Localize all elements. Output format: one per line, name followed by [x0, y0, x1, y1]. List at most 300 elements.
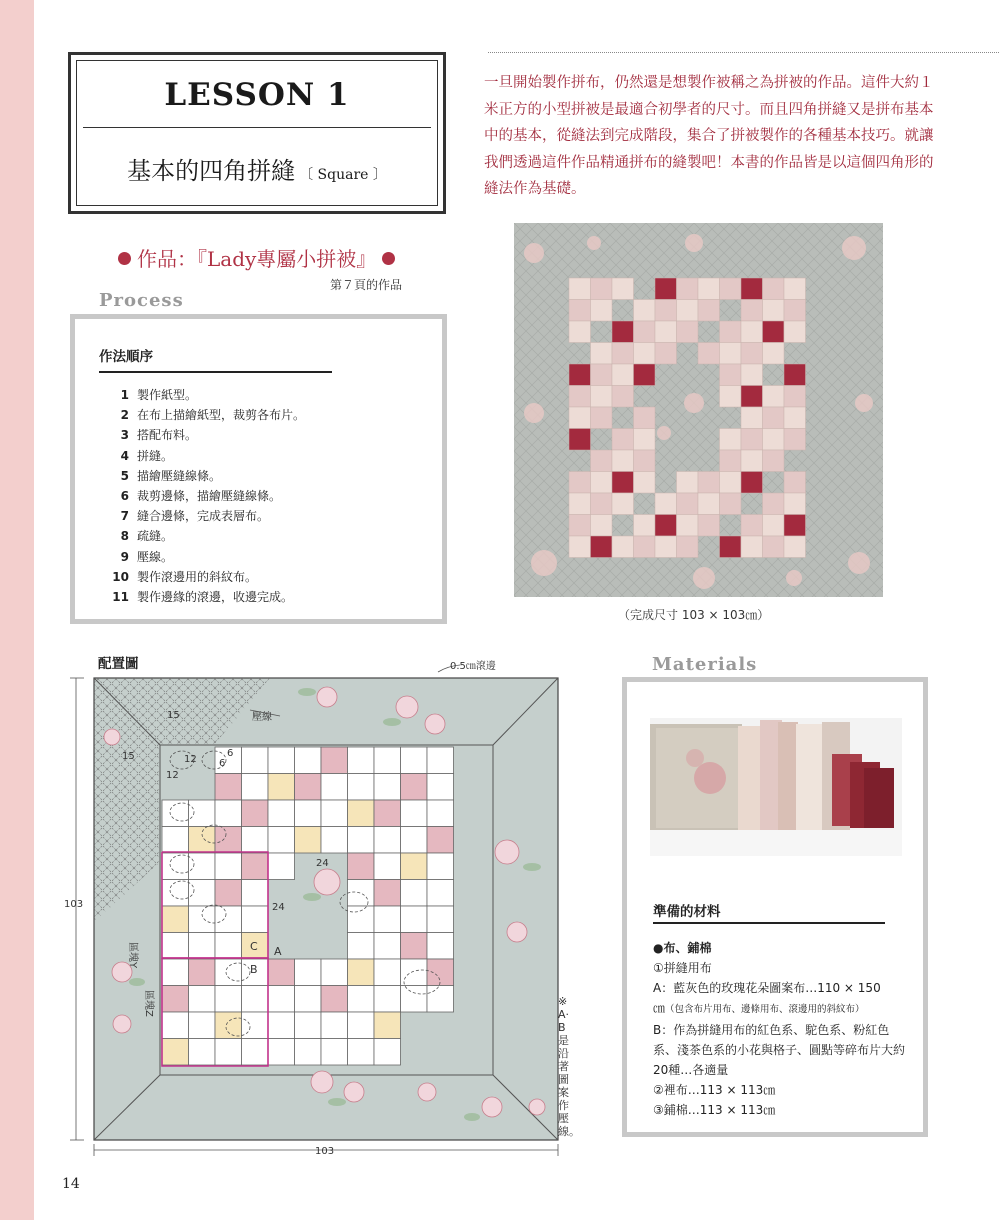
quilt-patch [677, 536, 699, 558]
grid-square [427, 747, 454, 774]
quilt-patch [634, 364, 656, 386]
quilt-patch [612, 536, 634, 558]
grid-square [215, 853, 242, 880]
quilt-patch [763, 278, 785, 300]
step-text: 裁剪邊條，描繪壓縫線條。 [137, 488, 282, 503]
grid-square [427, 986, 454, 1013]
quilt-patch [569, 407, 591, 429]
quilt-patch [591, 515, 613, 537]
materials-photo [650, 718, 902, 856]
quilt-patch [763, 321, 785, 343]
grid-square [427, 933, 454, 960]
grid-square [162, 959, 189, 986]
quilt-patch [612, 493, 634, 515]
bullet-dot-icon [382, 252, 395, 265]
dim-label-12: 12 [184, 754, 197, 765]
grid-square [215, 986, 242, 1013]
quilt-patch [655, 300, 677, 322]
step-number: 9 [120, 549, 129, 564]
grid-square [242, 774, 269, 801]
quilt-photo-graphic [514, 223, 883, 597]
quilt-patch [569, 536, 591, 558]
step-text: 製作邊緣的滾邊，收邊完成。 [137, 589, 294, 604]
quilt-patch [634, 429, 656, 451]
quilt-patch [720, 472, 742, 494]
process-box [70, 314, 447, 624]
quilt-patch [591, 300, 613, 322]
dim-label-24: 24 [316, 858, 329, 869]
step-text: 拼縫。 [137, 448, 174, 463]
quilt-patch [784, 429, 806, 451]
materials-box [622, 677, 928, 1137]
grid-square [401, 800, 428, 827]
materials-divider [653, 922, 885, 924]
dim-label-6: 6 [219, 758, 226, 769]
grid-square [348, 827, 375, 854]
quilt-patch [591, 536, 613, 558]
grid-square [295, 827, 322, 854]
piece-label-b: B [250, 963, 258, 976]
grid-square [374, 774, 401, 801]
grid-square [321, 1012, 348, 1039]
grid-square [321, 827, 348, 854]
materials-item: B：作為拼縫用布的紅色系、駝色系、粉紅色系、淺茶色系的小花與格子、圓點等碎布片大約20種…各適量 [653, 1023, 906, 1077]
materials-photo-graphic [650, 718, 902, 856]
quilt-patch [720, 450, 742, 472]
quilt-patch [612, 450, 634, 472]
quilt-patch [569, 364, 591, 386]
quilt-patch [655, 343, 677, 365]
grid-square [348, 774, 375, 801]
grid-square [189, 880, 216, 907]
grid-square [427, 906, 454, 933]
grid-square [374, 800, 401, 827]
quilt-patch [720, 493, 742, 515]
quilt-patch [763, 300, 785, 322]
quilt-patch [763, 407, 785, 429]
grid-square [401, 906, 428, 933]
grid-square [162, 827, 189, 854]
grid-square [321, 774, 348, 801]
quilt-patch [655, 515, 677, 537]
quilt-patch [569, 321, 591, 343]
grid-square [374, 933, 401, 960]
quilt-patch [612, 364, 634, 386]
grid-square [321, 1039, 348, 1066]
materials-item: ①拼縫用布 [653, 961, 712, 975]
process-step [105, 506, 305, 526]
grid-square [268, 774, 295, 801]
quilt-patch [720, 278, 742, 300]
grid-square [374, 986, 401, 1013]
quilt-patch [591, 472, 613, 494]
piece-label-c: C [250, 940, 258, 953]
grid-square [215, 1039, 242, 1066]
lesson-title-box [68, 52, 446, 214]
quilt-patch [569, 386, 591, 408]
quilt-patch [591, 278, 613, 300]
materials-item: ③鋪棉…113 × 113㎝ [653, 1103, 776, 1117]
grid-square [268, 747, 295, 774]
step-text: 描繪壓縫線條。 [137, 468, 222, 483]
step-number: 3 [120, 428, 129, 443]
grid-square [189, 1039, 216, 1066]
quilt-patch [698, 278, 720, 300]
dim-label-15: 15 [122, 751, 135, 762]
quilt-patch [677, 493, 699, 515]
quilt-patch [784, 278, 806, 300]
block-y-label: 區塊Y [127, 942, 138, 969]
quilt-patch [741, 450, 763, 472]
quilt-patch [784, 386, 806, 408]
quilt-patch [612, 429, 634, 451]
grid-square [215, 1012, 242, 1039]
grid-square [348, 853, 375, 880]
quilt-patch [591, 450, 613, 472]
grid-square [242, 880, 269, 907]
grid-square [162, 880, 189, 907]
grid-square [374, 880, 401, 907]
step-text: 壓線。 [137, 549, 174, 564]
grid-square [427, 880, 454, 907]
step-number: 11 [112, 589, 129, 604]
quilt-patch [784, 536, 806, 558]
quilt-patch [741, 321, 763, 343]
quilt-patch [741, 300, 763, 322]
quilt-patch [655, 536, 677, 558]
quilt-patch [741, 515, 763, 537]
dim-height-label: 103 [64, 899, 84, 910]
grid-square [268, 827, 295, 854]
dim-label-15: 15 [167, 710, 180, 721]
quilt-patch [763, 493, 785, 515]
quilt-patch [720, 386, 742, 408]
materials-title: 準備的材料 [653, 904, 721, 920]
quilt-patch [784, 515, 806, 537]
quilt-photo [514, 223, 883, 597]
step-text: 製作紙型。 [137, 388, 198, 402]
quilt-patch [634, 300, 656, 322]
quilt-patch [634, 321, 656, 343]
quilt-patch [784, 364, 806, 386]
grid-square [268, 853, 295, 880]
materials-section: ●布、鋪棉 [653, 941, 712, 955]
quilt-patch [569, 300, 591, 322]
layout-title: 配置圖 [98, 656, 139, 672]
grid-square [215, 906, 242, 933]
materials-item [653, 998, 905, 1020]
process-step [105, 466, 305, 486]
grid-square [295, 800, 322, 827]
quilt-patch [763, 515, 785, 537]
process-step [105, 587, 305, 607]
grid-square [268, 1039, 295, 1066]
grid-square [242, 747, 269, 774]
quilt-patch [763, 386, 785, 408]
top-dotted-rule [488, 52, 999, 53]
process-step [105, 425, 305, 445]
grid-square [321, 800, 348, 827]
grid-square [401, 853, 428, 880]
quilt-patch [634, 407, 656, 429]
materials-heading: Materials [652, 654, 758, 675]
quilt-patch [763, 536, 785, 558]
process-steps [105, 385, 305, 607]
grid-square [374, 1012, 401, 1039]
grid-square [268, 800, 295, 827]
grid-square [348, 880, 375, 907]
grid-square [374, 747, 401, 774]
quilt-patch [741, 407, 763, 429]
dim-label-12: 12 [166, 770, 179, 781]
grid-square [374, 1039, 401, 1066]
grid-square [401, 827, 428, 854]
step-text: 疏縫。 [137, 529, 174, 544]
process-title: 作法順序 [99, 349, 153, 365]
quilt-patch [569, 493, 591, 515]
dim-label-6: 6 [227, 748, 234, 759]
quilt-patch [763, 429, 785, 451]
quilt-patch [784, 321, 806, 343]
grid-square [348, 747, 375, 774]
process-step [105, 446, 305, 466]
step-number: 6 [120, 488, 129, 503]
step-number: 7 [120, 509, 129, 524]
step-text: 在布上描繪紙型，裁剪各布片。 [137, 408, 306, 423]
quilt-patch [677, 321, 699, 343]
dim-label-24: 24 [272, 902, 285, 913]
grid-square [348, 1012, 375, 1039]
quilt-patch [698, 515, 720, 537]
quilt-patch [569, 429, 591, 451]
quilt-patch [677, 278, 699, 300]
step-number: 1 [120, 388, 129, 402]
quilt-patch [763, 450, 785, 472]
page-edge-strip [0, 0, 34, 1220]
grid-square [189, 986, 216, 1013]
grid-square [427, 800, 454, 827]
grid-square [401, 959, 428, 986]
layout-diagram-graphic [62, 652, 582, 1162]
quilt-patch [720, 536, 742, 558]
binding-label: 0.5㎝滾邊 [450, 661, 496, 672]
grid-square [242, 827, 269, 854]
step-number: 8 [120, 529, 129, 544]
quilt-patch [784, 472, 806, 494]
quilt-patch [741, 278, 763, 300]
grid-square [348, 986, 375, 1013]
step-number: 2 [120, 408, 129, 423]
grid-square [401, 774, 428, 801]
quilt-patch [763, 343, 785, 365]
layout-diagram [62, 652, 582, 1162]
grid-square [189, 827, 216, 854]
grid-square [189, 1012, 216, 1039]
process-step [105, 385, 305, 405]
quilt-patch [612, 321, 634, 343]
process-step [105, 526, 305, 546]
process-step [105, 486, 305, 506]
grid-square [321, 959, 348, 986]
grid-square [162, 1012, 189, 1039]
materials-item: ②裡布…113 × 113㎝ [653, 1083, 776, 1097]
quilt-patch [612, 343, 634, 365]
grid-square [162, 1039, 189, 1066]
grid-square [295, 774, 322, 801]
photo-caption: （完成尺寸 103 × 103㎝） [618, 608, 770, 622]
grid-square [162, 933, 189, 960]
quilt-patch [634, 536, 656, 558]
process-divider [99, 371, 332, 373]
grid-square [295, 1039, 322, 1066]
grid-square [189, 959, 216, 986]
quilt-patch [634, 450, 656, 472]
quilt-patch [655, 321, 677, 343]
grid-square [215, 827, 242, 854]
grid-square [215, 800, 242, 827]
grid-square [401, 986, 428, 1013]
grid-square [348, 959, 375, 986]
grid-square [348, 800, 375, 827]
grid-square [189, 933, 216, 960]
grid-square [401, 933, 428, 960]
quilt-patch [591, 493, 613, 515]
grid-square [162, 800, 189, 827]
quilt-patch [741, 536, 763, 558]
quilt-patch [612, 472, 634, 494]
step-number: 10 [112, 569, 129, 584]
step-text: 搭配布料。 [137, 428, 198, 443]
step-number: 5 [120, 468, 129, 483]
grid-square [401, 747, 428, 774]
grid-square [295, 959, 322, 986]
quilt-patch [591, 343, 613, 365]
quilt-patch [569, 472, 591, 494]
quilt-patch [634, 343, 656, 365]
intro-paragraph: 一旦開始製作拼布，仍然還是想製作被稱之為拼被的作品。這件大約１米正方的小型拼被是最適合初學者的尺寸。而且四角拼縫又是拼布基本中的基本，從縫法到完成階段，集合了拼被製作的各種基本技巧。就讓我們透過這件作品精通拼布的縫製吧！本書的作品皆是以這個四角形的縫法作為基礎。 [484, 75, 934, 197]
materials-item: A：藍灰色的玫瑰花朵圖案布…110 × 150 [653, 981, 881, 995]
quilt-patch [784, 300, 806, 322]
grid-square [268, 959, 295, 986]
quilt-patch [569, 515, 591, 537]
quilt-patch [720, 321, 742, 343]
grid-square [427, 959, 454, 986]
process-heading: Process [99, 290, 184, 311]
grid-square [162, 906, 189, 933]
quilting-note: ※A·B是沿著圖案作壓線。 [558, 995, 580, 1138]
materials-note: （包含布片用布、邊條用布、滾邊用的斜紋布） [665, 1004, 865, 1015]
process-step [105, 405, 305, 425]
grid-square [242, 853, 269, 880]
work-page-reference: 第７頁的作品 [330, 278, 403, 292]
quilt-patch [741, 364, 763, 386]
grid-square [215, 933, 242, 960]
grid-square [268, 1012, 295, 1039]
grid-square [295, 747, 322, 774]
lesson-subtitle-text: 基本的四角拼縫 [127, 157, 296, 185]
grid-square [189, 853, 216, 880]
grid-square [215, 959, 242, 986]
grid-square [215, 774, 242, 801]
grid-square [162, 986, 189, 1013]
work-title-text: 作品：『Lady專屬小拼被』 [137, 247, 377, 271]
grid-square [427, 827, 454, 854]
quilt-patch [741, 386, 763, 408]
grid-square [348, 933, 375, 960]
quilt-patch [612, 278, 634, 300]
quilt-patch [741, 472, 763, 494]
quilt-patch [612, 386, 634, 408]
quilt-patch [720, 429, 742, 451]
grid-square [295, 1012, 322, 1039]
grid-square [374, 906, 401, 933]
grid-square [321, 986, 348, 1013]
quilt-patch [720, 343, 742, 365]
grid-square [242, 986, 269, 1013]
quilt-patch [677, 472, 699, 494]
step-number: 4 [120, 448, 129, 463]
quilt-patch [698, 300, 720, 322]
grid-square [348, 906, 375, 933]
grid-square [321, 747, 348, 774]
piece-label-a: A [274, 945, 282, 958]
quilt-patch [698, 343, 720, 365]
grid-square [374, 959, 401, 986]
block-z-label: 區塊Z [143, 990, 154, 1017]
quilt-patch [569, 278, 591, 300]
grid-square [189, 800, 216, 827]
process-step [105, 567, 305, 587]
quilt-patch [698, 472, 720, 494]
quilt-patch [784, 407, 806, 429]
grid-square [215, 880, 242, 907]
quilt-patch [591, 407, 613, 429]
lesson-divider [83, 127, 431, 128]
process-step [105, 547, 305, 567]
grid-square [295, 986, 322, 1013]
quilt-patch [784, 493, 806, 515]
quilt-patch [655, 278, 677, 300]
quilt-patch [634, 515, 656, 537]
quilt-patch [677, 300, 699, 322]
quilt-patch [741, 343, 763, 365]
grid-square [401, 880, 428, 907]
quilt-patch [591, 386, 613, 408]
dim-width-label: 103 [315, 1146, 335, 1157]
quilt-patch [677, 515, 699, 537]
grid-square [427, 853, 454, 880]
work-title [112, 243, 401, 272]
grid-square [427, 774, 454, 801]
quilt-patch [741, 429, 763, 451]
step-text: 縫合邊條，完成表層布。 [137, 509, 270, 524]
lesson-title: LESSON 1 [164, 77, 350, 113]
grid-square [374, 853, 401, 880]
grid-square [242, 1012, 269, 1039]
grid-square [189, 906, 216, 933]
step-text: 製作滾邊用的斜紋布。 [137, 569, 258, 584]
quilt-patch [634, 472, 656, 494]
page-number: 14 [62, 1176, 80, 1192]
quilt-patch [591, 364, 613, 386]
grid-square [242, 906, 269, 933]
quilt-patch [698, 493, 720, 515]
lesson-subtitle [71, 151, 443, 186]
grid-square [348, 1039, 375, 1066]
grid-square [374, 827, 401, 854]
quilt-patch [655, 493, 677, 515]
materials-unit: ㎝ [653, 1001, 666, 1015]
